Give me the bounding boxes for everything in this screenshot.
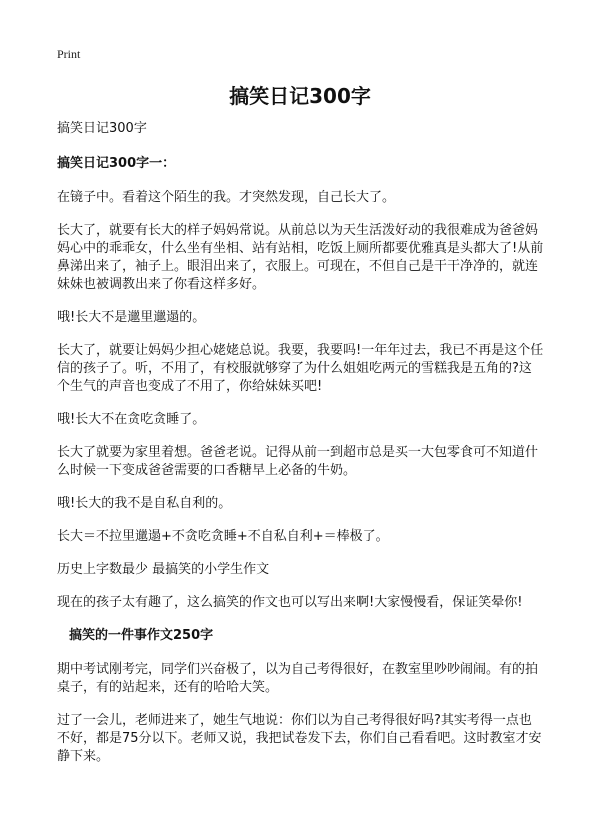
- paragraph: 哦!长大的我不是自私自利的。: [57, 496, 232, 511]
- print-label[interactable]: Print: [57, 47, 81, 61]
- paragraph: 哦!长大不在贪吃贪睡了。: [57, 412, 206, 427]
- document-body: [57, 120, 544, 781]
- paragraph: 长大了，就要让妈妈少担心姥姥总说。我要，我要吗!一年年过去，我已不再是这个任信的孩子了。听，不用了，有校服就够穿了为什么姐姐吃两元的雪糕我是五角的?这个生气的声音也变成了不用了，你给妹妹买吧!: [57, 343, 544, 394]
- paragraph: 长大了，就要有长大的样子妈妈常说。从前总以为天生活泼好动的我很难成为爸爸妈妈心中的乖乖女，什么坐有坐相、站有站相，吃饭上厕所都要优雅真是头都大了!从前鼻涕出来了，袖子上。眼泪出来了，衣服上。可现在，不但自己是干干净净的，就连妹妹也被调教出来了你看这样多好。: [57, 223, 544, 292]
- paragraph: 期中考试刚考完，同学们兴奋极了，以为自己考得很好，在教室里吵吵闹闹。有的拍桌子，有的站起来，还有的哈哈大笑。: [57, 662, 539, 695]
- section-heading-1: 搞笑日记300字一：: [57, 156, 176, 171]
- paragraph: 长大＝不拉里邋遢+不贪吃贪睡+不自私自利+＝棒极了。: [57, 529, 389, 544]
- document-subtitle: 搞笑日记300字: [57, 121, 147, 136]
- document-title: 搞笑日记300字: [229, 84, 371, 108]
- paragraph: 现在的孩子太有趣了，这么搞笑的作文也可以写出来啊!大家慢慢看，保证笑晕你!: [57, 595, 523, 610]
- paragraph: 历史上字数最少 最搞笑的小学生作文: [57, 562, 270, 577]
- section-heading-2: 搞笑的一件事作文250字: [69, 628, 214, 643]
- paragraph: 哦!长大不是邋里邋遢的。: [57, 310, 206, 325]
- paragraph: 长大了就要为家里着想。爸爸老说。记得从前一到超市总是买一大包零食可不知道什么时候一下变成爸爸需要的口香糖早上必备的牛奶。: [57, 445, 539, 478]
- paragraph: 在镜子中。看着这个陌生的我。才突然发现，自己长大了。: [57, 190, 396, 205]
- paragraph: 过了一会儿，老师进来了，她生气地说：你们以为自己考得很好吗?其实考得一点也不好，都是75分以下。老师又说，我把试卷发下去，你们自己看看吧。这时教室才安静下来。: [57, 713, 542, 764]
